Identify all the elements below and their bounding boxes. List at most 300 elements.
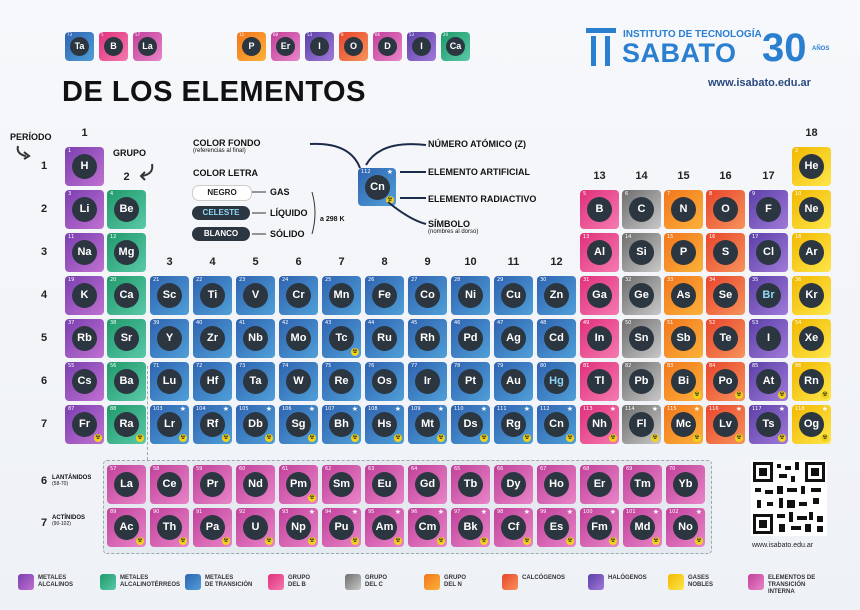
element-symbol: V xyxy=(243,283,268,308)
atomic-number: 90 xyxy=(153,509,160,515)
element-cell-br[interactable] xyxy=(749,276,788,315)
element-cell-os[interactable] xyxy=(365,362,404,401)
element-cell-rf[interactable] xyxy=(193,405,232,444)
atomic-number: 104 xyxy=(196,406,206,412)
element-symbol: Ts xyxy=(756,412,781,437)
atomic-number: 50 xyxy=(625,320,632,326)
atomic-number: 98 xyxy=(497,509,504,515)
element-symbol: Fr xyxy=(72,412,97,437)
artificial-star-icon: ★ xyxy=(308,508,315,516)
element-cell-dy[interactable] xyxy=(494,465,533,504)
element-cell-cd[interactable] xyxy=(537,319,576,358)
atomic-number: 106 xyxy=(282,406,292,412)
element-cell-ga[interactable] xyxy=(580,276,619,315)
atomic-number: 4 xyxy=(110,191,114,197)
element-cell-ir[interactable] xyxy=(408,362,447,401)
element-cell-ag[interactable] xyxy=(494,319,533,358)
atomic-number: 18 xyxy=(795,234,802,240)
element-cell-xe[interactable] xyxy=(792,319,831,358)
element-cell-ge[interactable] xyxy=(622,276,661,315)
element-cell-ta[interactable] xyxy=(236,362,275,401)
element-cell-yb[interactable] xyxy=(666,465,705,504)
atomic-number: 53 xyxy=(752,320,759,326)
element-cell-c[interactable] xyxy=(622,190,661,229)
element-symbol: Ta xyxy=(243,369,268,394)
tile-symbol: La xyxy=(138,37,157,56)
element-symbol: Sc xyxy=(157,283,182,308)
element-symbol: Ce xyxy=(157,472,182,497)
atomic-number: 86 xyxy=(795,363,802,369)
atomic-number: 62 xyxy=(325,466,332,472)
element-symbol: Db xyxy=(243,412,268,437)
element-symbol: Er xyxy=(587,472,612,497)
element-cell-se[interactable] xyxy=(706,276,745,315)
element-cell-i[interactable] xyxy=(749,319,788,358)
element-cell-pb[interactable] xyxy=(622,362,661,401)
element-symbol: Md xyxy=(630,515,655,540)
atomic-number: 79 xyxy=(497,363,504,369)
element-symbol: Tb xyxy=(458,472,483,497)
atomic-number: 58 xyxy=(153,466,160,472)
legend-swatch xyxy=(185,574,201,590)
artificial-star-icon: ★ xyxy=(566,405,573,413)
legend-swatch xyxy=(345,574,361,590)
atomic-number: 45 xyxy=(411,320,418,326)
actinides-row-number: 7 xyxy=(40,517,48,529)
group-number-4: 4 xyxy=(209,256,216,268)
element-symbol: I xyxy=(756,326,781,351)
element-symbol: Nb xyxy=(243,326,268,351)
atomic-number: 108 xyxy=(368,406,378,412)
element-cell-rg[interactable] xyxy=(494,405,533,444)
element-symbol: Fm xyxy=(587,515,612,540)
radioactive-icon: ☢ xyxy=(387,196,393,203)
atomic-number: 77 xyxy=(411,363,418,369)
element-symbol: No xyxy=(673,515,698,540)
element-cell-o[interactable] xyxy=(706,190,745,229)
legend-swatch xyxy=(668,574,684,590)
element-cell-y[interactable] xyxy=(150,319,189,358)
element-cell-pd[interactable] xyxy=(451,319,490,358)
tile-number: 66 xyxy=(375,32,381,37)
radioactive-icon: ☢ xyxy=(736,391,742,398)
atomic-number: 15 xyxy=(667,234,674,240)
periodo-arrow-icon xyxy=(14,144,34,162)
element-cell-k[interactable] xyxy=(65,276,104,315)
element-cell-mo[interactable] xyxy=(279,319,318,358)
element-cell-sb[interactable] xyxy=(664,319,703,358)
radioactive-icon: ☢ xyxy=(395,434,401,441)
element-cell-h[interactable] xyxy=(65,147,104,186)
lanthanides-row-number: 6 xyxy=(40,475,48,487)
actinides-text: ACTÍNIDOS xyxy=(52,515,85,521)
element-cell-eu[interactable] xyxy=(365,465,404,504)
element-cell-pm[interactable] xyxy=(279,465,318,504)
element-cell-zn[interactable] xyxy=(537,276,576,315)
group-number-18: 18 xyxy=(805,127,818,139)
element-cell-fe[interactable] xyxy=(365,276,404,315)
atomic-number: 30 xyxy=(540,277,547,283)
element-cell-th[interactable] xyxy=(150,508,189,547)
atomic-number: 92 xyxy=(239,509,246,515)
legend-item-1 xyxy=(18,572,100,596)
atomic-number: 81 xyxy=(583,363,590,369)
element-cell-sm[interactable] xyxy=(322,465,361,504)
element-symbol: Zn xyxy=(544,283,569,308)
atomic-number: 109 xyxy=(411,406,421,412)
qr-url: www.isabato.edu.ar xyxy=(752,542,814,549)
atomic-number: 65 xyxy=(454,466,461,472)
element-cell-pa[interactable] xyxy=(193,508,232,547)
element-cell-sc[interactable] xyxy=(150,276,189,315)
element-cell-am[interactable] xyxy=(365,508,404,547)
atomic-number: 54 xyxy=(795,320,802,326)
title-tile-b xyxy=(99,32,128,61)
element-cell-bk[interactable] xyxy=(451,508,490,547)
element-cell-er[interactable] xyxy=(580,465,619,504)
element-cell-sg[interactable] xyxy=(279,405,318,444)
element-cell-in[interactable] xyxy=(580,319,619,358)
element-cell-rh[interactable] xyxy=(408,319,447,358)
element-cell-al[interactable] xyxy=(580,233,619,272)
numero-atomico-label: NÚMERO ATÓMICO (Z) xyxy=(428,139,526,149)
element-cell-ba[interactable] xyxy=(107,362,146,401)
element-cell-ar[interactable] xyxy=(792,233,831,272)
atomic-number: 83 xyxy=(667,363,674,369)
radioactive-icon: ☢ xyxy=(309,494,315,501)
element-cell-tl[interactable] xyxy=(580,362,619,401)
key-arrows xyxy=(300,140,430,240)
element-symbol: Dy xyxy=(501,472,526,497)
element-cell-nd[interactable] xyxy=(236,465,275,504)
element-cell-mt[interactable] xyxy=(408,405,447,444)
atomic-number: 32 xyxy=(625,277,632,283)
element-cell-be[interactable] xyxy=(107,190,146,229)
element-cell-as[interactable] xyxy=(664,276,703,315)
radioactive-icon: ☢ xyxy=(481,537,487,544)
legend-swatch xyxy=(748,574,764,590)
element-symbol: Pt xyxy=(458,369,483,394)
element-cell-pu[interactable] xyxy=(322,508,361,547)
artificial-star-icon: ★ xyxy=(351,508,358,516)
atomic-number: 64 xyxy=(411,466,418,472)
element-symbol: Li xyxy=(72,197,97,222)
radioactive-icon: ☢ xyxy=(223,537,229,544)
element-symbol: Be xyxy=(114,197,139,222)
radioactive-icon: ☢ xyxy=(694,434,700,441)
element-cell-re[interactable] xyxy=(322,362,361,401)
element-cell-ce[interactable] xyxy=(150,465,189,504)
element-cell-lv[interactable] xyxy=(706,405,745,444)
atomic-number: 102 xyxy=(669,509,679,515)
element-symbol: Tc xyxy=(329,326,354,351)
element-symbol: Te xyxy=(713,326,738,351)
element-cell-zr[interactable] xyxy=(193,319,232,358)
element-cell-og[interactable] xyxy=(792,405,831,444)
element-cell-ne[interactable] xyxy=(792,190,831,229)
element-cell-cu[interactable] xyxy=(494,276,533,315)
radioactive-icon: ☢ xyxy=(822,434,828,441)
atomic-number: 112 xyxy=(540,406,550,412)
atomic-number: 22 xyxy=(196,277,203,283)
tile-number: 5 xyxy=(101,32,104,37)
radioactive-icon: ☢ xyxy=(696,537,702,544)
element-symbol: H xyxy=(72,154,97,179)
element-cell-nh[interactable] xyxy=(580,405,619,444)
element-cell-mn[interactable] xyxy=(322,276,361,315)
qr-code-icon xyxy=(751,460,827,536)
atomic-number: 67 xyxy=(540,466,547,472)
legend-item-2 xyxy=(100,572,182,596)
element-cell-f[interactable] xyxy=(749,190,788,229)
element-cell-es[interactable] xyxy=(537,508,576,547)
element-cell-he[interactable] xyxy=(792,147,831,186)
element-cell-fl[interactable] xyxy=(622,405,661,444)
radioactive-icon: ☢ xyxy=(567,537,573,544)
element-symbol: Sb xyxy=(671,326,696,351)
tile-symbol: Ca xyxy=(446,37,465,56)
element-cell-la[interactable] xyxy=(107,465,146,504)
color-fondo-text: COLOR FONDO xyxy=(193,138,261,148)
element-cell-md[interactable] xyxy=(623,508,662,547)
atomic-number: 76 xyxy=(368,363,375,369)
element-cell-cn[interactable] xyxy=(537,405,576,444)
atomic-number: 96 xyxy=(411,509,418,515)
radioactive-icon: ☢ xyxy=(524,537,530,544)
artificial-star-icon: ★ xyxy=(437,508,444,516)
element-cell-ru[interactable] xyxy=(365,319,404,358)
pill-celeste: CELESTE xyxy=(192,206,250,220)
element-cell-at[interactable] xyxy=(749,362,788,401)
element-cell-lr[interactable] xyxy=(150,405,189,444)
element-cell-ra[interactable] xyxy=(107,405,146,444)
element-cell-po[interactable] xyxy=(706,362,745,401)
atomic-number: 20 xyxy=(110,277,117,283)
atomic-number: 13 xyxy=(583,234,590,240)
radioactive-icon: ☢ xyxy=(352,537,358,544)
element-symbol: Rb xyxy=(72,326,97,351)
element-cell-no[interactable] xyxy=(666,508,705,547)
artificial-star-icon: ★ xyxy=(480,405,487,413)
radioactive-icon: ☢ xyxy=(567,434,573,441)
element-cell-ca[interactable] xyxy=(107,276,146,315)
element-symbol: Cl xyxy=(756,240,781,265)
element-cell-si[interactable] xyxy=(622,233,661,272)
atomic-number: 9 xyxy=(752,191,756,197)
legend-label: GRUPO DEL N xyxy=(444,575,467,588)
element-cell-tm[interactable] xyxy=(623,465,662,504)
element-symbol: Ga xyxy=(587,283,612,308)
element-cell-b[interactable] xyxy=(580,190,619,229)
legend-swatch xyxy=(424,574,440,590)
element-symbol: Pa xyxy=(200,515,225,540)
element-cell-hf[interactable] xyxy=(193,362,232,401)
group-number-11: 11 xyxy=(507,256,520,268)
element-symbol: Cm xyxy=(415,515,440,540)
element-cell-ti[interactable] xyxy=(193,276,232,315)
element-symbol: Mc xyxy=(671,412,696,437)
atomic-number: 46 xyxy=(454,320,461,326)
atomic-number: 89 xyxy=(110,509,117,515)
element-cell-rb[interactable] xyxy=(65,319,104,358)
radioactive-icon: ☢ xyxy=(610,537,616,544)
element-symbol: At xyxy=(756,369,781,394)
element-cell-fm[interactable] xyxy=(580,508,619,547)
element-symbol: Se xyxy=(713,283,738,308)
radioactive-icon: ☢ xyxy=(266,537,272,544)
atomic-number: 40 xyxy=(196,320,203,326)
atomic-number: 75 xyxy=(325,363,332,369)
element-cell-hs[interactable] xyxy=(365,405,404,444)
element-cell-au[interactable] xyxy=(494,362,533,401)
legend-label: METALES ALCALINOS xyxy=(38,575,73,588)
legend-item-9 xyxy=(668,572,750,596)
element-cell-w[interactable] xyxy=(279,362,318,401)
qr-code[interactable] xyxy=(751,460,827,536)
element-cell-cr[interactable] xyxy=(279,276,318,315)
element-symbol: He xyxy=(799,154,824,179)
element-cell-bi[interactable] xyxy=(664,362,703,401)
group-number-1: 1 xyxy=(81,127,88,139)
atomic-number: 25 xyxy=(325,277,332,283)
element-cell-v[interactable] xyxy=(236,276,275,315)
element-cell-mc[interactable] xyxy=(664,405,703,444)
element-cell-mg[interactable] xyxy=(107,233,146,272)
periodo-label: PERÍODO xyxy=(10,132,52,142)
artificial-star-icon: ★ xyxy=(652,508,659,516)
group-number-12: 12 xyxy=(550,256,563,268)
element-symbol: Tm xyxy=(630,472,655,497)
legend-label: METALES ALCALINOTÉRREOS xyxy=(120,575,180,588)
element-symbol: Rf xyxy=(200,412,225,437)
atomic-number: 84 xyxy=(709,363,716,369)
element-cell-ac[interactable] xyxy=(107,508,146,547)
element-cell-tb[interactable] xyxy=(451,465,490,504)
element-cell-gd[interactable] xyxy=(408,465,447,504)
element-cell-sn[interactable] xyxy=(622,319,661,358)
atomic-number: 115 xyxy=(667,406,677,412)
element-symbol: Hf xyxy=(200,369,225,394)
element-cell-ts[interactable] xyxy=(749,405,788,444)
artificial-star-icon: ★ xyxy=(179,405,186,413)
element-cell-kr[interactable] xyxy=(792,276,831,315)
artificial-star-icon: ★ xyxy=(523,405,530,413)
legend-item-3 xyxy=(185,572,267,596)
radioactive-icon: ☢ xyxy=(438,434,444,441)
element-cell-s[interactable] xyxy=(706,233,745,272)
artificial-star-icon: ★ xyxy=(480,508,487,516)
element-symbol: Ca xyxy=(114,283,139,308)
element-cell-p[interactable] xyxy=(664,233,703,272)
actinides-label xyxy=(52,515,85,527)
legend-item-10 xyxy=(748,572,830,596)
element-symbol: In xyxy=(587,326,612,351)
atomic-number: 78 xyxy=(454,363,461,369)
atomic-number: 68 xyxy=(583,466,590,472)
title-tile-i xyxy=(407,32,436,61)
brand-url[interactable]: www.isabato.edu.ar xyxy=(708,77,811,89)
element-cell-cl[interactable] xyxy=(749,233,788,272)
element-cell-n[interactable] xyxy=(664,190,703,229)
atomic-number: 55 xyxy=(68,363,75,369)
radioactive-icon: ☢ xyxy=(352,434,358,441)
simbolo-text: SÍMBOLO xyxy=(428,219,470,229)
tile-symbol: O xyxy=(344,37,363,56)
element-cell-fr[interactable] xyxy=(65,405,104,444)
element-cell-ni[interactable] xyxy=(451,276,490,315)
title-tile-p xyxy=(237,32,266,61)
period-number-2: 2 xyxy=(40,203,48,215)
element-symbol: Am xyxy=(372,515,397,540)
element-symbol: Xe xyxy=(799,326,824,351)
element-cell-db[interactable] xyxy=(236,405,275,444)
element-symbol: Lu xyxy=(157,369,182,394)
tile-number: 57 xyxy=(135,32,141,37)
element-cell-pr[interactable] xyxy=(193,465,232,504)
legend-label: GRUPO DEL C xyxy=(365,575,388,588)
element-symbol: C xyxy=(629,197,654,222)
atomic-number: 48 xyxy=(540,320,547,326)
element-cell-lu[interactable] xyxy=(150,362,189,401)
element-symbol: Ge xyxy=(629,283,654,308)
radioactive-icon: ☢ xyxy=(137,434,143,441)
element-cell-cs[interactable] xyxy=(65,362,104,401)
element-cell-bh[interactable] xyxy=(322,405,361,444)
radioactive-icon: ☢ xyxy=(481,434,487,441)
atomic-number: 107 xyxy=(325,406,335,412)
element-cell-li[interactable] xyxy=(65,190,104,229)
element-cell-hg[interactable] xyxy=(537,362,576,401)
element-cell-cm[interactable] xyxy=(408,508,447,547)
group-number-6: 6 xyxy=(295,256,302,268)
element-cell-co[interactable] xyxy=(408,276,447,315)
grupo-label: GRUPO xyxy=(113,148,147,158)
element-cell-ds[interactable] xyxy=(451,405,490,444)
element-cell-sr[interactable] xyxy=(107,319,146,358)
element-cell-nb[interactable] xyxy=(236,319,275,358)
element-cell-rn[interactable] xyxy=(792,362,831,401)
element-symbol: Pr xyxy=(200,472,225,497)
group-number-14: 14 xyxy=(635,170,648,182)
element-symbol: Mg xyxy=(114,240,139,265)
atomic-number: 24 xyxy=(282,277,289,283)
radioactive-icon: ☢ xyxy=(266,434,272,441)
tile-symbol: B xyxy=(104,37,123,56)
atomic-number: 82 xyxy=(625,363,632,369)
element-cell-cf[interactable] xyxy=(494,508,533,547)
atomic-number: 73 xyxy=(239,363,246,369)
legend-label: GRUPO DEL B xyxy=(288,575,311,588)
element-symbol: Ti xyxy=(200,283,225,308)
title-tile-ta xyxy=(65,32,94,61)
element-cell-tc[interactable] xyxy=(322,319,361,358)
atomic-number: 5 xyxy=(583,191,587,197)
element-cell-np[interactable] xyxy=(279,508,318,547)
group-number-2-label: 2 xyxy=(123,171,130,183)
element-cell-na[interactable] xyxy=(65,233,104,272)
element-cell-ho[interactable] xyxy=(537,465,576,504)
legend-swatch xyxy=(100,574,116,590)
it-logo-icon xyxy=(586,28,616,66)
legend-swatch xyxy=(268,574,284,590)
element-cell-te[interactable] xyxy=(706,319,745,358)
element-cell-u[interactable] xyxy=(236,508,275,547)
element-symbol: Rh xyxy=(415,326,440,351)
artificial-star-icon: ★ xyxy=(695,508,702,516)
element-symbol: B xyxy=(587,197,612,222)
element-cell-pt[interactable] xyxy=(451,362,490,401)
atomic-number: 8 xyxy=(709,191,713,197)
